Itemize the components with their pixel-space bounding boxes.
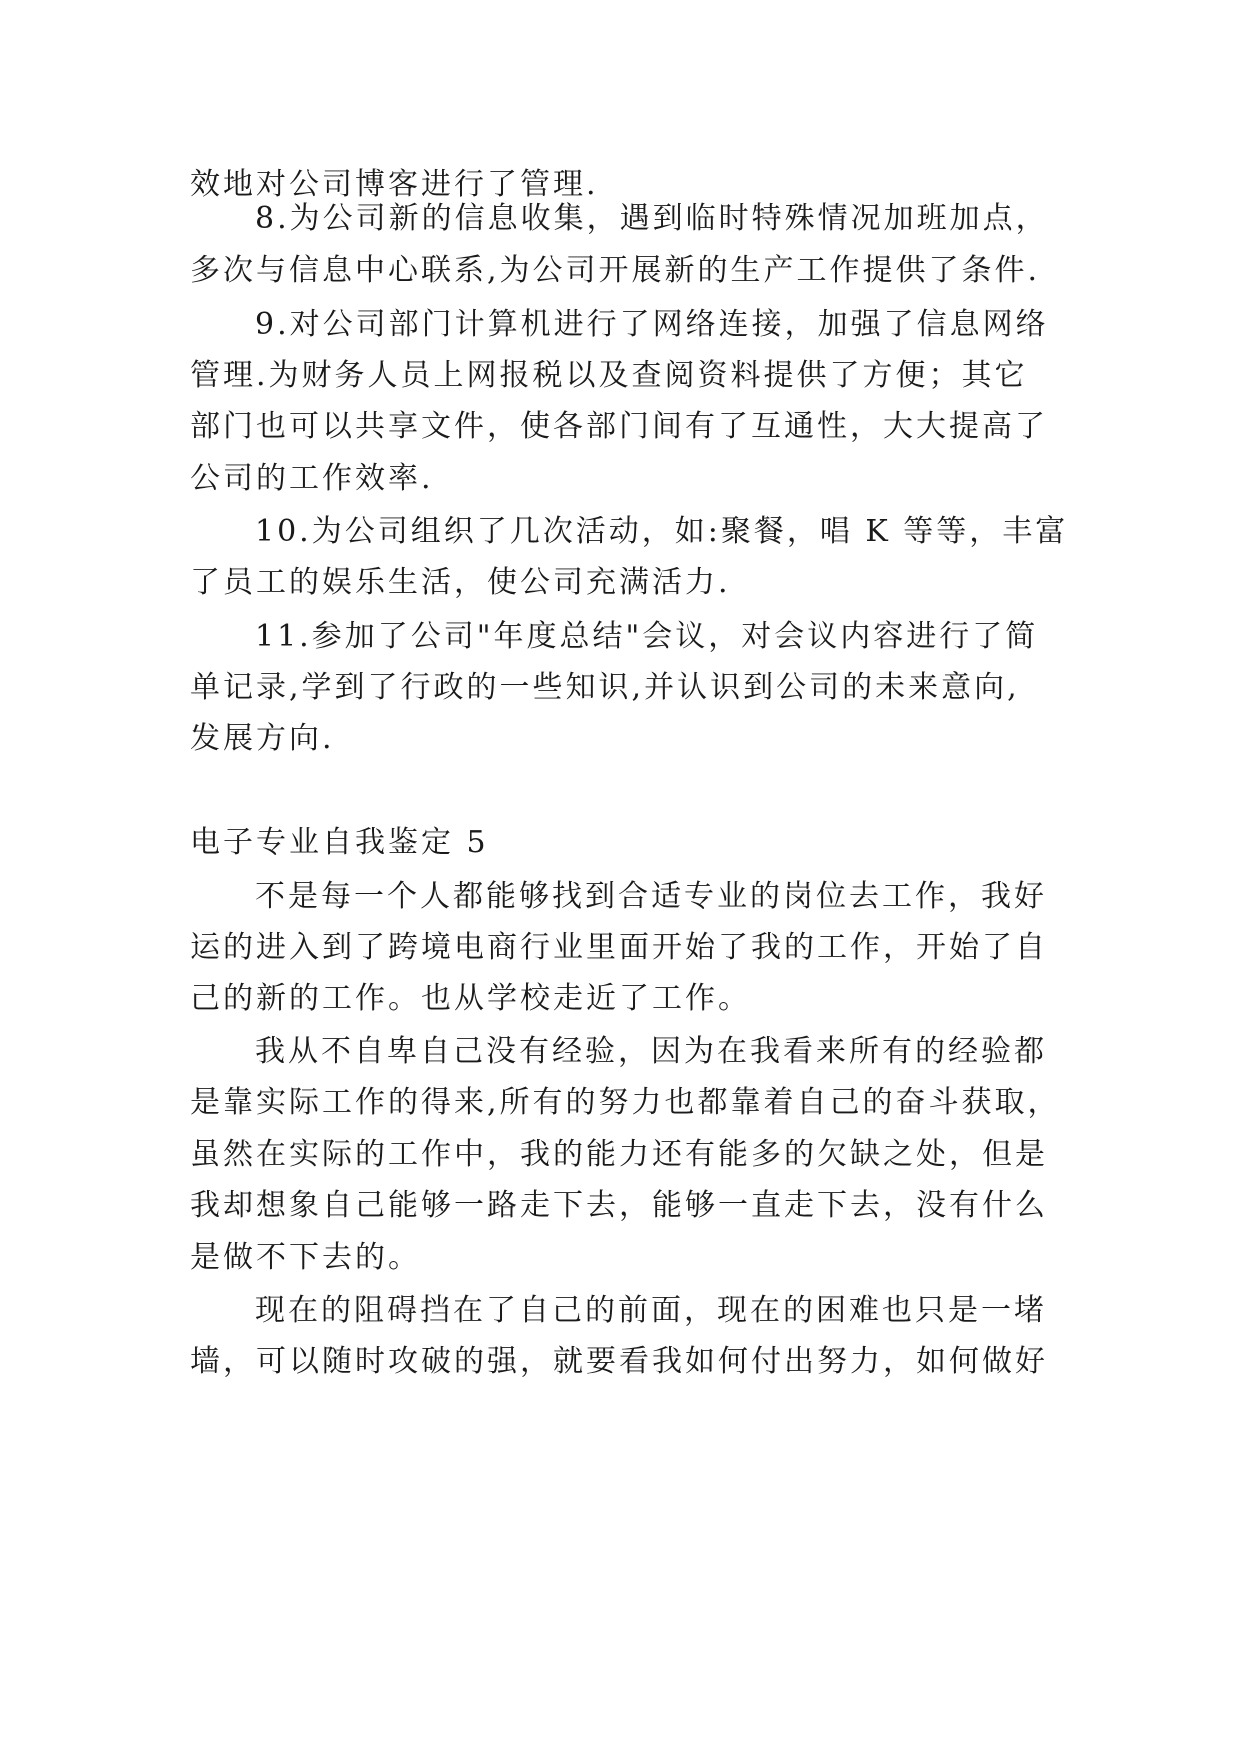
paragraph-line: 运的进入到了跨境电商行业里面开始了我的工作，开始了自 [190, 930, 1048, 965]
paragraph-line: 虽然在实际的工作中，我的能力还有能多的欠缺之处，但是 [190, 1137, 1048, 1172]
paragraph-line: 墙，可以随时攻破的强，就要看我如何付出努力，如何做好 [190, 1344, 1048, 1379]
paragraph-line: 是做不下去的。 [190, 1240, 421, 1275]
section-heading: 电子专业自我鉴定 5 [190, 825, 489, 860]
paragraph-line: 我却想象自己能够一路走下去，能够一直走下去，没有什么 [190, 1188, 1048, 1223]
paragraph-line: 单记录,学到了行政的一些知识,并认识到公司的未来意向, [190, 670, 1020, 705]
paragraph-line: 了员工的娱乐生活，使公司充满活力. [190, 565, 731, 600]
paragraph-line: 部门也可以共享文件，使各部门间有了互通性，大大提高了 [190, 409, 1048, 444]
paragraph-first-line: 不是每一个人都能够找到合适专业的岗位去工作，我好 [255, 879, 1047, 914]
paragraph-line: 是靠实际工作的得来,所有的努力也都靠着自己的奋斗获取， [190, 1085, 1061, 1120]
paragraph-line: 己的新的工作。也从学校走近了工作。 [190, 981, 751, 1016]
paragraph-line: 发展方向. [190, 721, 335, 756]
paragraph-line: 效地对公司博客进行了管理. [190, 167, 599, 202]
paragraph-first-line: 现在的阻碍挡在了自己的前面，现在的困难也只是一堵 [255, 1293, 1047, 1328]
paragraph-first-line: 我从不自卑自己没有经验，因为在我看来所有的经验都 [255, 1034, 1047, 1069]
paragraph-line: 多次与信息中心联系,为公司开展新的生产工作提供了条件. [190, 253, 1041, 288]
paragraph-line: 公司的工作效率. [190, 461, 434, 496]
list-item-8-line: 8.为公司新的信息收集，遇到临时特殊情况加班加点， [255, 201, 1049, 236]
list-item-11-line: 11.参加了公司"年度总结"会议，对会议内容进行了简 [255, 619, 1039, 654]
list-item-10-line: 10.为公司组织了几次活动，如:聚餐，唱 K 等等，丰富 [255, 514, 1069, 549]
paragraph-line: 管理.为财务人员上网报税以及查阅资料提供了方便；其它 [190, 358, 1028, 393]
list-item-9-line: 9.对公司部门计算机进行了网络连接，加强了信息网络 [255, 307, 1049, 342]
